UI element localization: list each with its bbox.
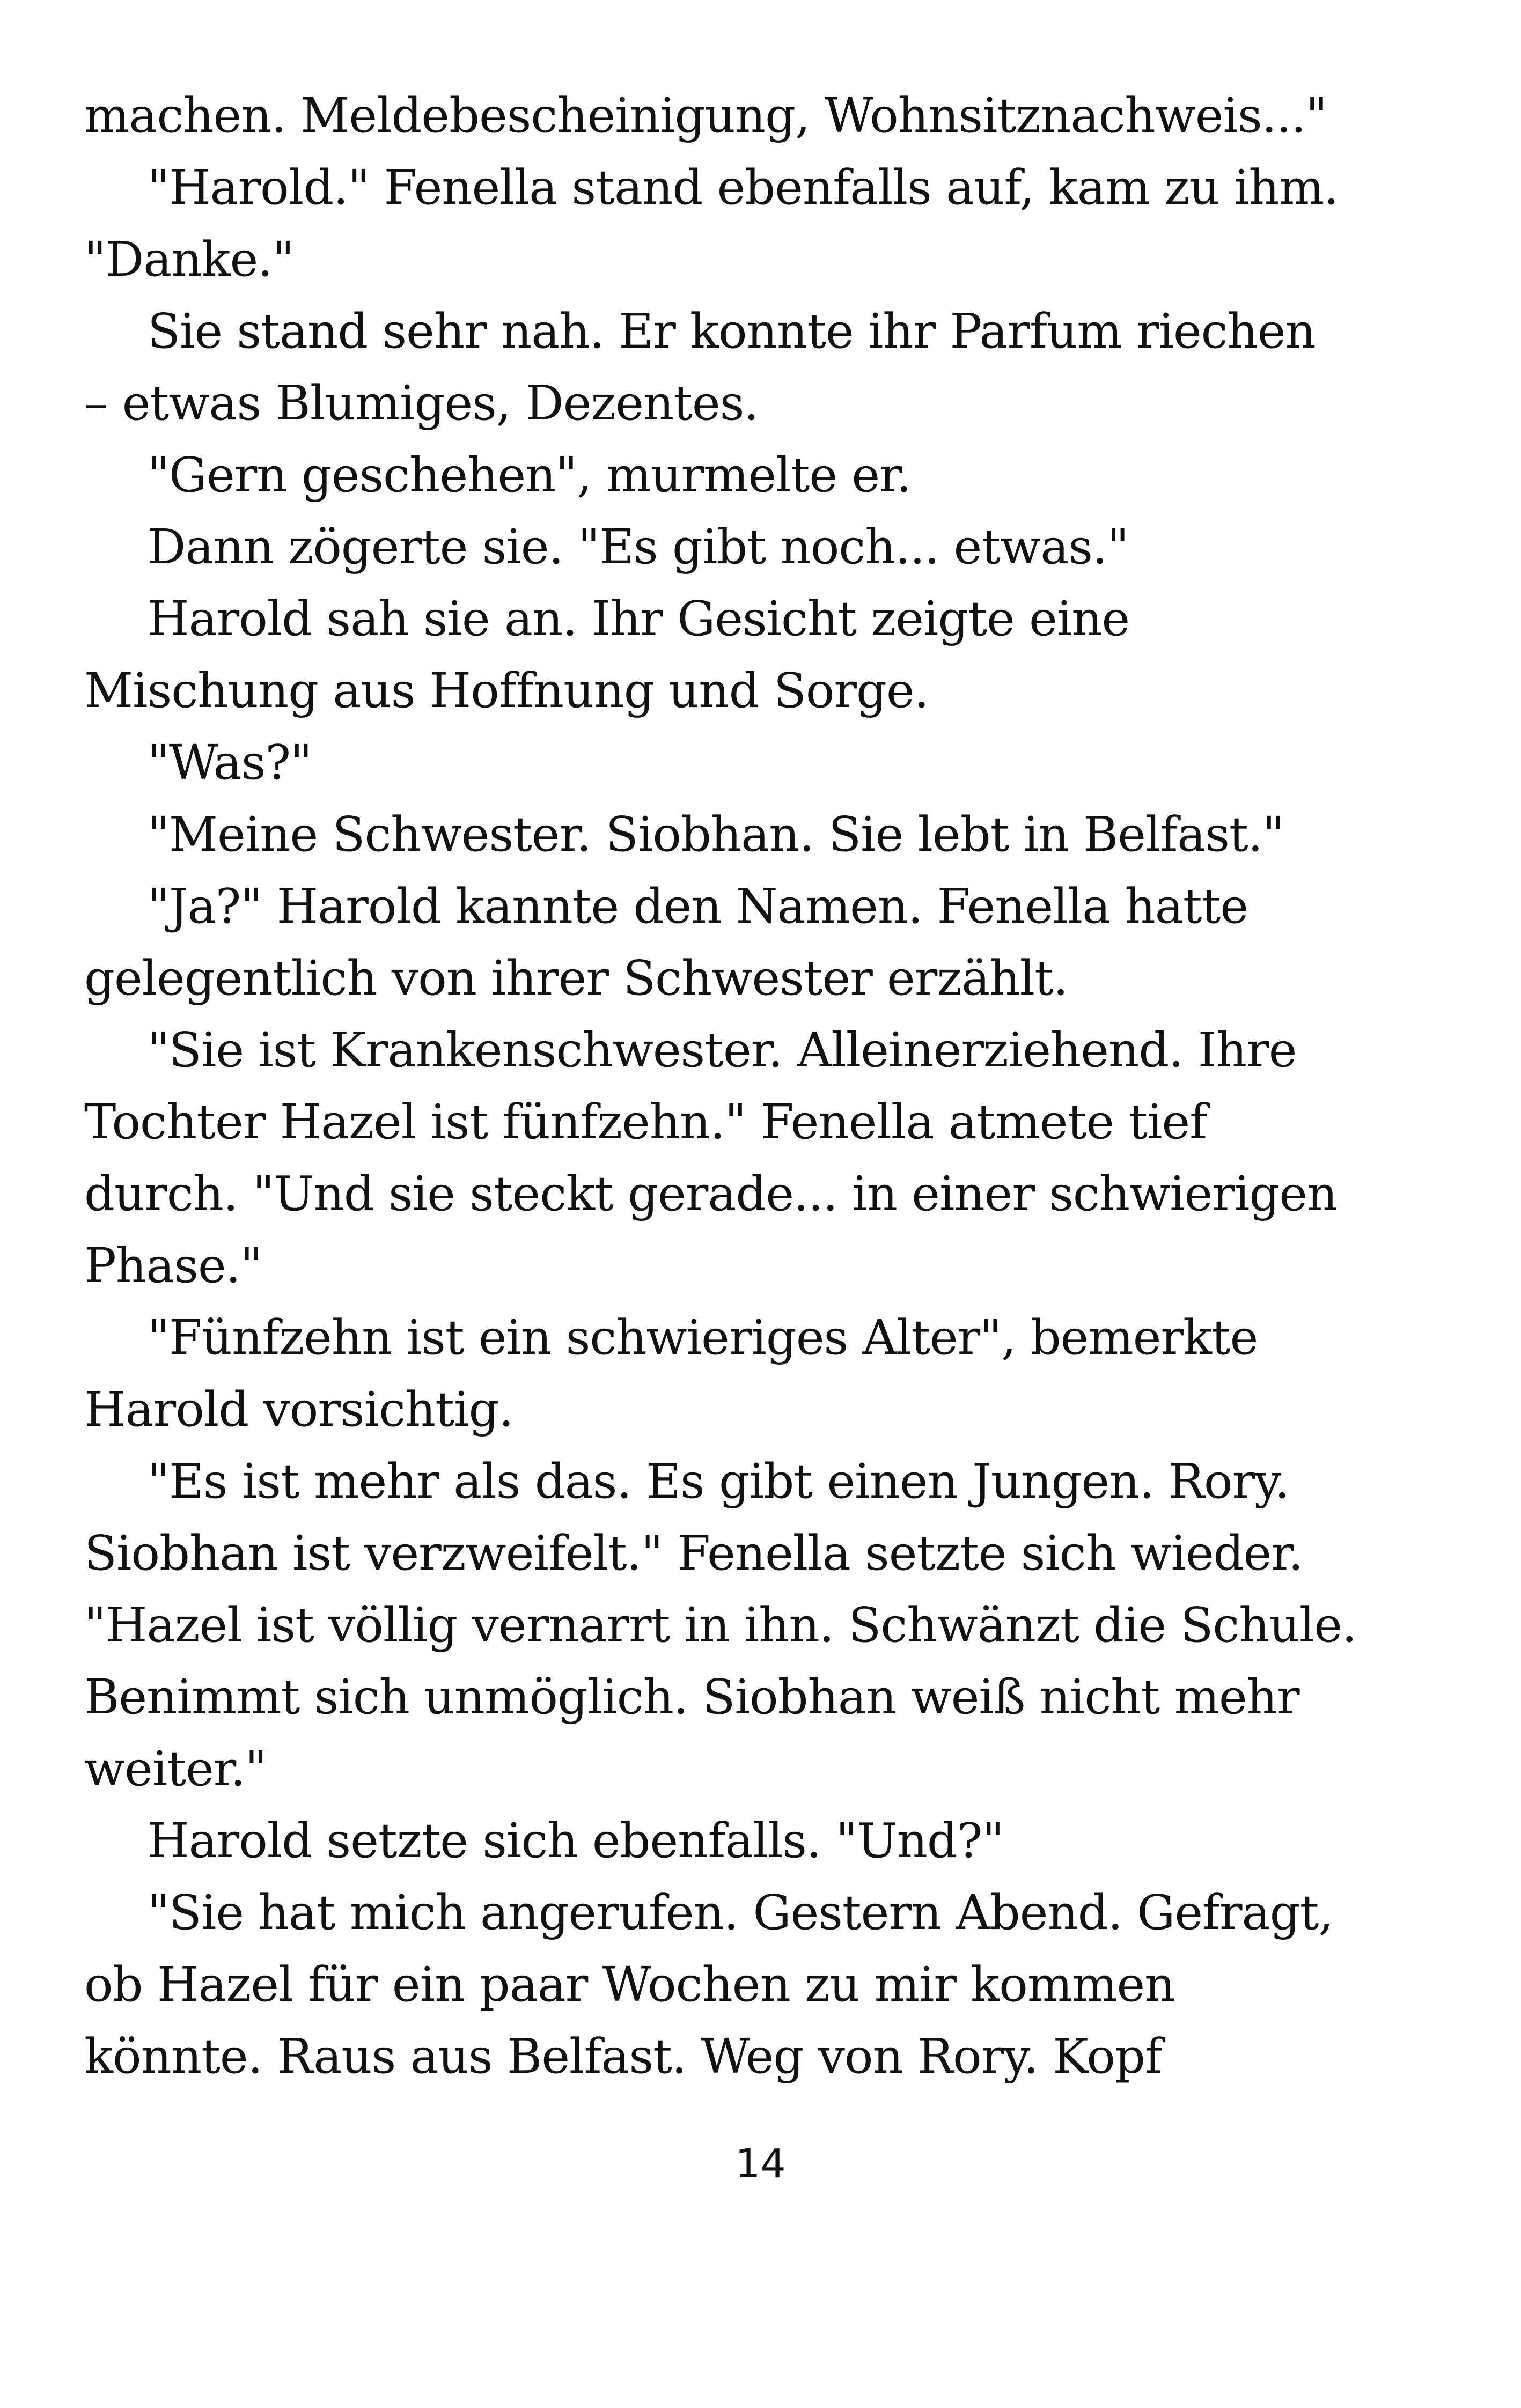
text-line: Phase.": [84, 1238, 262, 1293]
text-line: "Sie hat mich angerufen. Gestern Abend. Gefragt,: [148, 1884, 1333, 1940]
text-line: "Meine Schwester. Siobhan. Sie lebt in Belfast.": [148, 806, 1284, 862]
text-line: Harold setzte sich ebenfalls. "Und?": [148, 1813, 1004, 1868]
text-line: gelegentlich von ihrer Schwester erzählt.: [84, 950, 1068, 1006]
text-line: Benimmt sich unmöglich. Siobhan weiß nicht mehr: [84, 1669, 1299, 1725]
text-line: – etwas Blumiges, Dezentes.: [84, 375, 759, 431]
text-line: "Danke.": [84, 231, 294, 287]
text-line: weiter.": [84, 1741, 267, 1796]
text-line: "Es ist mehr als das. Es gibt einen Jungen. Rory.: [148, 1453, 1289, 1509]
text-line: könnte. Raus aus Belfast. Weg von Rory. Kopf: [84, 2028, 1162, 2084]
body-text: [84, 79, 1426, 2092]
text-line: "Hazel ist völlig vernarrt in ihn. Schwänzt die Schule.: [84, 1597, 1357, 1653]
text-line: "Was?": [148, 734, 312, 790]
text-line: Dann zögerte sie. "Es gibt noch... etwas.": [148, 519, 1129, 575]
text-line: Harold sah sie an. Ihr Gesicht zeigte eine: [148, 591, 1130, 646]
text-line: Tochter Hazel ist fünfzehn." Fenella atmete tief: [84, 1094, 1207, 1150]
text-line: Siobhan ist verzweifelt." Fenella setzte sich wieder.: [84, 1525, 1303, 1581]
text-line: "Fünfzehn ist ein schwieriges Alter", bemerkte: [148, 1309, 1258, 1365]
text-line: durch. "Und sie steckt gerade... in einer schwierigen: [84, 1166, 1338, 1221]
text-line: "Gern geschehen", murmelte er.: [148, 447, 912, 503]
text-line: ob Hazel für ein paar Wochen zu mir kommen: [84, 1956, 1175, 2012]
text-line: "Sie ist Krankenschwester. Alleinerziehend. Ihre: [148, 1022, 1297, 1078]
text-line: "Harold." Fenella stand ebenfalls auf, kam zu ihm.: [148, 159, 1339, 215]
text-line: "Ja?" Harold kannte den Namen. Fenella hatte: [148, 878, 1248, 934]
text-line: machen. Meldebescheinigung, Wohnsitznachweis...": [84, 87, 1327, 143]
page-number: 14: [735, 2141, 786, 2187]
text-line: Sie stand sehr nah. Er konnte ihr Parfum riechen: [148, 303, 1316, 359]
text-line: Harold vorsichtig.: [84, 1381, 513, 1437]
text-line: Mischung aus Hoffnung und Sorge.: [84, 662, 929, 718]
